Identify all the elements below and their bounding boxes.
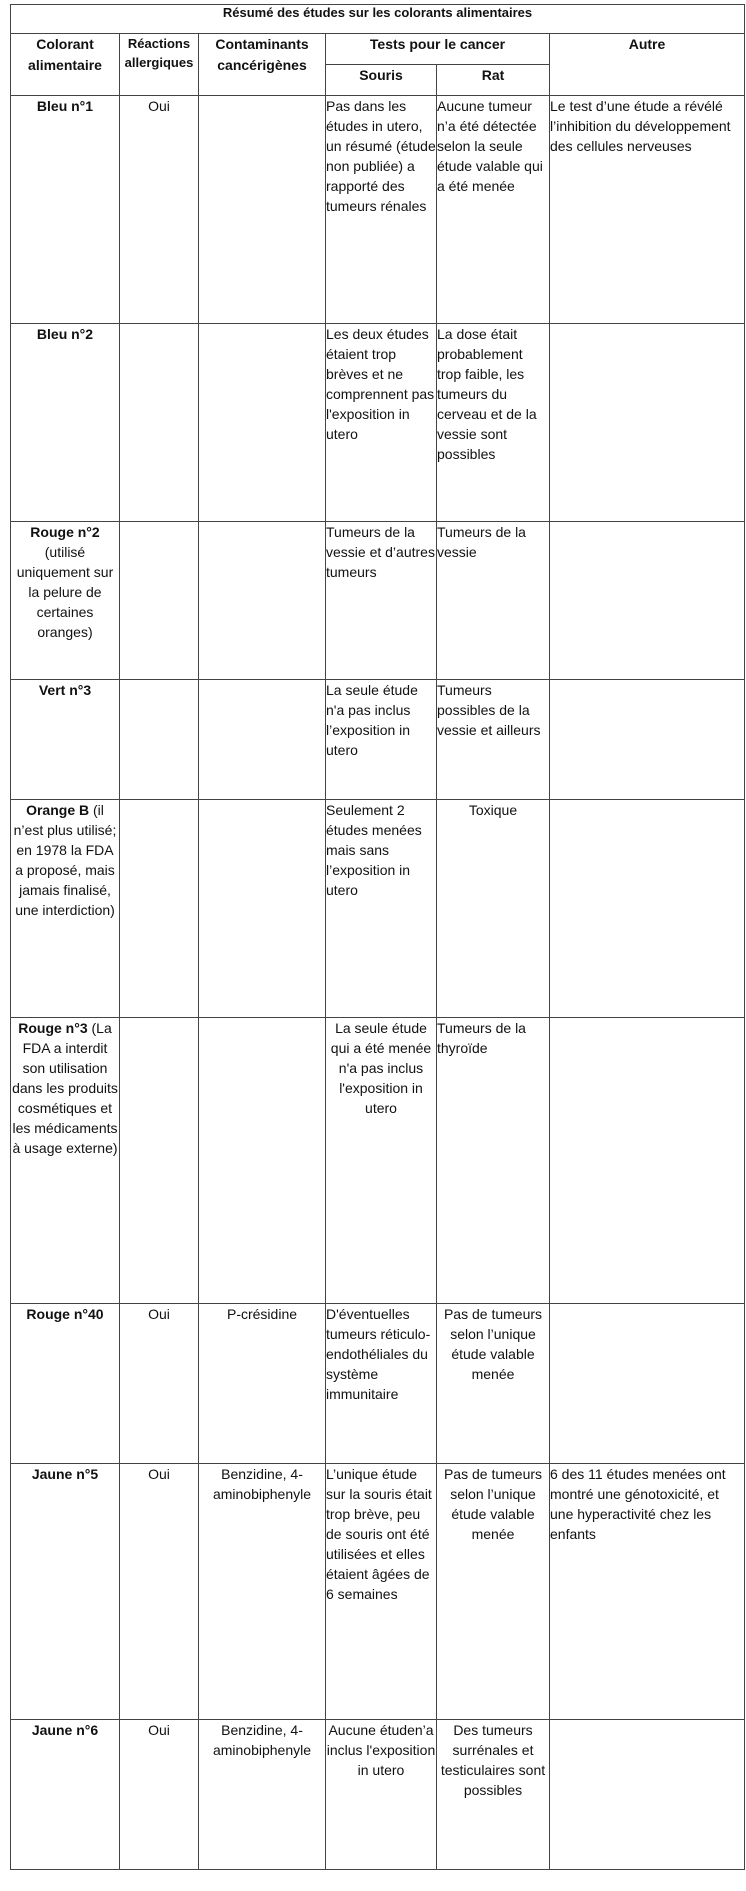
cell-colorant (11, 1720, 120, 1870)
cell-rat: Pas de tumeurs selon l’unique étude valable menée (437, 1304, 550, 1464)
cell-rat: Des tumeurs surrénales et testiculaires sont possibles (437, 1720, 550, 1870)
colorant-note: (utilisé uniquement sur la pelure de certaines oranges) (16, 544, 114, 640)
cell-rat: Tumeurs de la vessie (437, 522, 550, 680)
cell-rat: La dose était probablement trop faible, les tumeurs du cerveau et de la vessie sont possibles (437, 324, 550, 522)
cell-contaminants (199, 1018, 326, 1304)
cell-autre (550, 522, 745, 680)
cell-colorant (11, 1304, 120, 1464)
colorant-name: Bleu n°2 (36, 326, 94, 342)
cell-souris: Aucune étuden’a inclus l'exposition in utero (326, 1720, 437, 1870)
header-reactions: Réactions allergiques (120, 34, 199, 96)
cell-contaminants: Benzidine, 4-aminobiphenyle (199, 1720, 326, 1870)
colorant-name: Vert n°3 (38, 682, 92, 698)
cell-reactions: Oui (120, 96, 199, 324)
cell-autre (550, 1304, 745, 1464)
cell-rat: Pas de tumeurs selon l’unique étude valable menée (437, 1464, 550, 1720)
cell-reactions: Oui (120, 1720, 199, 1870)
colorant-name: Bleu n°1 (36, 98, 94, 114)
table-row (11, 1304, 745, 1464)
colorant-note: (il n’est plus utilisé; en 1978 la FDA a proposé, mais jamais finalisé, une interdiction) (13, 802, 117, 918)
cell-rat: Toxique (437, 800, 550, 1018)
header-souris: Souris (326, 65, 437, 96)
header-colorant: Colorant alimentaire (11, 34, 120, 96)
cell-contaminants: Benzidine, 4-aminobiphenyle (199, 1464, 326, 1720)
colorant-name: Jaune n°5 (31, 1466, 99, 1482)
colorant-name: Rouge n°3 (18, 1020, 88, 1036)
colorant-name: Jaune n°6 (31, 1722, 99, 1738)
colorant-note: (La FDA a interdit son utilisation dans les produits cosmétiques et les médicaments à usage externe) (12, 1020, 118, 1156)
cell-reactions (120, 680, 199, 800)
cell-colorant (11, 800, 120, 1018)
cell-contaminants (199, 800, 326, 1018)
cell-souris: Les deux études étaient trop brèves et ne comprennent pas l'exposition in utero (326, 324, 437, 522)
cell-autre (550, 680, 745, 800)
header-tests: Tests pour le cancer (326, 34, 550, 65)
cell-autre: Le test d’une étude a révélé l’inhibition du développement des cellules nerveuses (550, 96, 745, 324)
cell-souris: D'éventuelles tumeurs réticulo-endothéliales du système immunitaire (326, 1304, 437, 1464)
cell-contaminants (199, 680, 326, 800)
cell-contaminants (199, 522, 326, 680)
header-autre: Autre (550, 34, 745, 96)
table-row (11, 1018, 745, 1304)
cell-souris: La seule étude qui a été menée n'a pas inclus l'exposition in utero (326, 1018, 437, 1304)
cell-reactions (120, 1018, 199, 1304)
cell-reactions (120, 800, 199, 1018)
table-row (11, 680, 745, 800)
colorant-name: Rouge n°40 (26, 1306, 104, 1322)
cell-contaminants: P-crésidine (199, 1304, 326, 1464)
cell-reactions (120, 522, 199, 680)
colorant-name: Rouge n°2 (30, 524, 100, 540)
cell-rat: Tumeurs possibles de la vessie et ailleurs (437, 680, 550, 800)
cell-colorant (11, 96, 120, 324)
table-row (11, 522, 745, 680)
dye-studies-table (10, 4, 745, 1870)
table-row (11, 96, 745, 324)
cell-reactions: Oui (120, 1304, 199, 1464)
table-title: Résumé des études sur les colorants alimentaires (11, 5, 745, 34)
colorant-name: Orange B (26, 802, 90, 818)
cell-autre (550, 800, 745, 1018)
cell-colorant (11, 522, 120, 680)
cell-souris: L’unique étude sur la souris était trop brève, peu de souris ont été utilisées et elles étaient âgées de 6 semaines (326, 1464, 437, 1720)
header-contaminants: Contaminants cancérigènes (199, 34, 326, 96)
table-row (11, 324, 745, 522)
cell-colorant (11, 1018, 120, 1304)
cell-colorant (11, 680, 120, 800)
cell-reactions (120, 324, 199, 522)
cell-contaminants (199, 324, 326, 522)
cell-autre (550, 1018, 745, 1304)
cell-souris: Tumeurs de la vessie et d’autres tumeurs (326, 522, 437, 680)
cell-colorant (11, 1464, 120, 1720)
cell-souris: La seule étude n'a pas inclus l’exposition in utero (326, 680, 437, 800)
cell-autre (550, 1720, 745, 1870)
cell-souris: Pas dans les études in utero, un résumé (étude non publiée) a rapporté des tumeurs rénales (326, 96, 437, 324)
table-row (11, 1464, 745, 1720)
header-rat: Rat (437, 65, 550, 96)
cell-autre (550, 324, 745, 522)
cell-contaminants (199, 96, 326, 324)
cell-rat: Tumeurs de la thyroïde (437, 1018, 550, 1304)
cell-colorant (11, 324, 120, 522)
cell-autre: 6 des 11 études menées ont montré une génotoxicité, et une hyperactivité chez les enfants (550, 1464, 745, 1720)
cell-rat: Aucune tumeur n’a été détectée selon la seule étude valable qui a été menée (437, 96, 550, 324)
table-row (11, 800, 745, 1018)
table-row (11, 1720, 745, 1870)
cell-souris: Seulement 2 études menées mais sans l’exposition in utero (326, 800, 437, 1018)
cell-reactions: Oui (120, 1464, 199, 1720)
